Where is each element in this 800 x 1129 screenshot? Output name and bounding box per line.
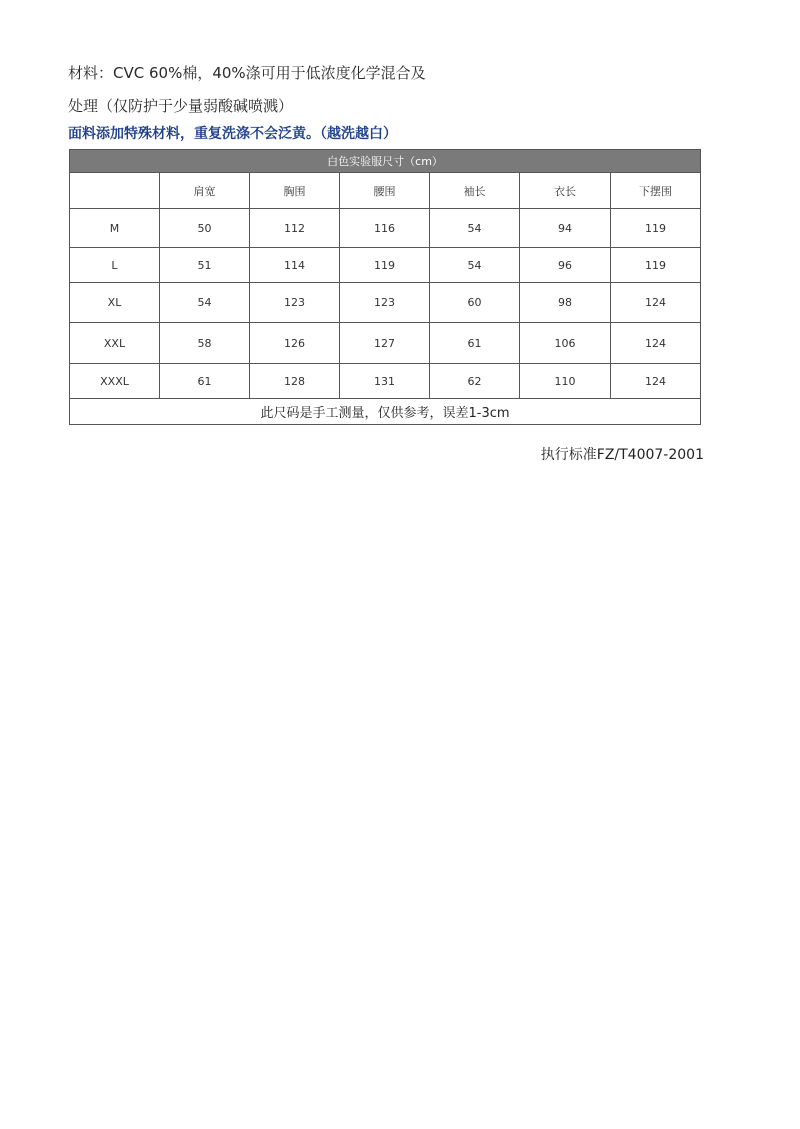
table-cell: 119 xyxy=(611,209,701,248)
table-row xyxy=(70,364,701,399)
table-cell: 114 xyxy=(250,248,340,283)
size-label-cell: L xyxy=(70,248,160,283)
table-row xyxy=(70,283,701,323)
table-cell: 116 xyxy=(340,209,430,248)
table-cell: 126 xyxy=(250,323,340,364)
table-cell: 119 xyxy=(611,248,701,283)
table-row xyxy=(70,209,701,248)
header-cell: 下摆围 xyxy=(611,173,701,209)
size-label-cell: XXXL xyxy=(70,364,160,399)
table-row xyxy=(70,323,701,364)
table-cell: 131 xyxy=(340,364,430,399)
table-cell: 61 xyxy=(430,323,520,364)
table-cell: 123 xyxy=(250,283,340,323)
table-cell: 60 xyxy=(430,283,520,323)
table-cell: 51 xyxy=(160,248,250,283)
table-cell: 61 xyxy=(160,364,250,399)
measurement-note: 此尺码是手工测量，仅供参考，误差1-3cm xyxy=(70,399,701,425)
header-cell: 衣长 xyxy=(520,173,611,209)
fabric-feature-highlight: 面料添加特殊材料，重复洗涤不会泛黄。（越洗越白） xyxy=(68,126,397,142)
size-label-cell: XL xyxy=(70,283,160,323)
header-cell: 胸围 xyxy=(250,173,340,209)
size-chart-title-row xyxy=(70,150,701,173)
header-cell xyxy=(70,173,160,209)
table-cell: 50 xyxy=(160,209,250,248)
material-description-line2: 处理（仅防护于少量弱酸碱喷溅） xyxy=(68,97,294,115)
table-cell: 62 xyxy=(430,364,520,399)
size-chart-table xyxy=(69,149,701,425)
table-row xyxy=(70,248,701,283)
table-cell: 123 xyxy=(340,283,430,323)
size-label-cell: XXL xyxy=(70,323,160,364)
table-cell: 112 xyxy=(250,209,340,248)
measurement-note-row xyxy=(70,399,701,425)
header-cell: 袖长 xyxy=(430,173,520,209)
table-cell: 94 xyxy=(520,209,611,248)
size-chart-title: 白色实验服尺寸（cm） xyxy=(70,150,701,173)
table-cell: 106 xyxy=(520,323,611,364)
execution-standard: 执行标准FZ/T4007-2001 xyxy=(540,447,704,463)
header-cell: 腰围 xyxy=(340,173,430,209)
table-cell: 54 xyxy=(160,283,250,323)
table-cell: 124 xyxy=(611,323,701,364)
header-cell: 肩宽 xyxy=(160,173,250,209)
table-cell: 124 xyxy=(611,364,701,399)
table-cell: 54 xyxy=(430,248,520,283)
table-cell: 58 xyxy=(160,323,250,364)
table-cell: 128 xyxy=(250,364,340,399)
table-cell: 96 xyxy=(520,248,611,283)
table-cell: 119 xyxy=(340,248,430,283)
table-cell: 110 xyxy=(520,364,611,399)
table-cell: 54 xyxy=(430,209,520,248)
size-label-cell: M xyxy=(70,209,160,248)
material-description-line1: 材料：CVC 60%棉，40%涤可用于低浓度化学混合及 xyxy=(68,64,426,82)
table-cell: 124 xyxy=(611,283,701,323)
table-cell: 127 xyxy=(340,323,430,364)
size-chart-header-row xyxy=(70,173,701,209)
table-cell: 98 xyxy=(520,283,611,323)
